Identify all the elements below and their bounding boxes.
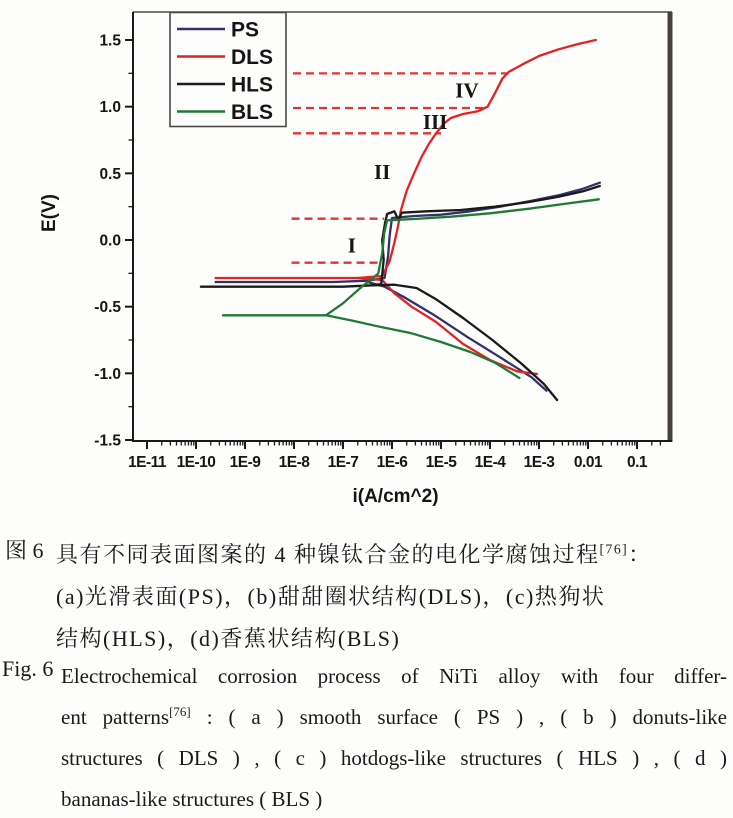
caption-zh-line3: 结构(HLS)，(d)香蕉状结构(BLS) xyxy=(56,626,401,651)
x-tick-label: 1E-9 xyxy=(229,454,261,471)
x-tick-label: 1E-11 xyxy=(127,454,167,471)
y-tick-label: -0.5 xyxy=(94,299,121,317)
x-axis-title: i(A/cm^2) xyxy=(352,486,439,507)
curve-PS-anodic xyxy=(216,183,600,282)
caption-en-line2-rest: : ( a ) smooth surface ( PS ) , ( b ) donuts-like xyxy=(190,705,727,729)
y-tick-label: 0.5 xyxy=(99,165,121,183)
x-tick-label: 1E-4 xyxy=(474,454,506,471)
caption-en-line4: bananas-like structures ( BLS ) xyxy=(61,787,323,811)
y-tick-label: 0.0 xyxy=(99,232,121,250)
caption-zh-line1-colon: ： xyxy=(628,542,652,567)
x-tick-label: 0.1 xyxy=(626,454,648,471)
curve-DLS-cathodic xyxy=(358,278,537,374)
y-tick-label: -1.0 xyxy=(94,365,121,383)
x-tick-label: 1E-6 xyxy=(376,454,408,471)
caption-zh-line2: (a)光滑表面(PS)，(b)甜甜圈状结构(DLS)，(c)热狗状 xyxy=(56,584,606,609)
x-tick-label: 1E-5 xyxy=(425,454,457,471)
legend-label-HLS: HLS xyxy=(231,73,273,97)
caption-zh-line1-text: 具有不同表面图案的 4 种镍钛合金的电化学腐蚀过程 xyxy=(56,542,600,567)
caption-zh-label: 图 6 xyxy=(5,538,44,563)
caption-en-label: Fig. 6 xyxy=(2,656,54,681)
region-label-III: III xyxy=(422,110,448,135)
x-tick-label: 1E-3 xyxy=(523,454,555,471)
curve-HLS-cathodic xyxy=(372,285,557,400)
caption-en-line2-text: ent patterns xyxy=(61,705,170,729)
y-axis-title: E(V) xyxy=(39,194,60,232)
region-label-II: II xyxy=(374,160,391,185)
y-tick-label: -1.5 xyxy=(94,432,121,450)
x-tick-label: 1E-8 xyxy=(278,454,310,471)
legend-label-PS: PS xyxy=(231,18,260,42)
region-label-IV: IV xyxy=(455,78,479,103)
x-tick-label: 0.01 xyxy=(573,454,603,471)
reference-superscript-en: [76] xyxy=(169,704,191,719)
legend-label-DLS: DLS xyxy=(231,46,273,69)
caption-en-line1: Electrochemical corrosion process of NiTi alloy with four differ- xyxy=(61,664,727,688)
curve-PS-cathodic xyxy=(368,282,547,391)
reference-superscript-zh: [76] xyxy=(599,541,629,557)
x-tick-label: 1E-10 xyxy=(176,454,216,471)
legend-label-BLS: BLS xyxy=(231,101,273,124)
x-tick-label: 1E-7 xyxy=(327,454,359,471)
caption-zh-line1 xyxy=(56,534,716,576)
region-label-I: I xyxy=(347,233,356,258)
y-tick-label: 1.0 xyxy=(99,99,121,117)
curve-HLS-anodic xyxy=(201,186,600,287)
curve-BLS-cathodic xyxy=(326,315,520,378)
caption-en-line3: structures ( DLS ) , ( c ) hotdogs-like structures ( HLS ) , ( d ) xyxy=(61,746,727,770)
y-tick-label: 1.5 xyxy=(99,32,121,50)
caption-en-line2 xyxy=(61,697,727,738)
